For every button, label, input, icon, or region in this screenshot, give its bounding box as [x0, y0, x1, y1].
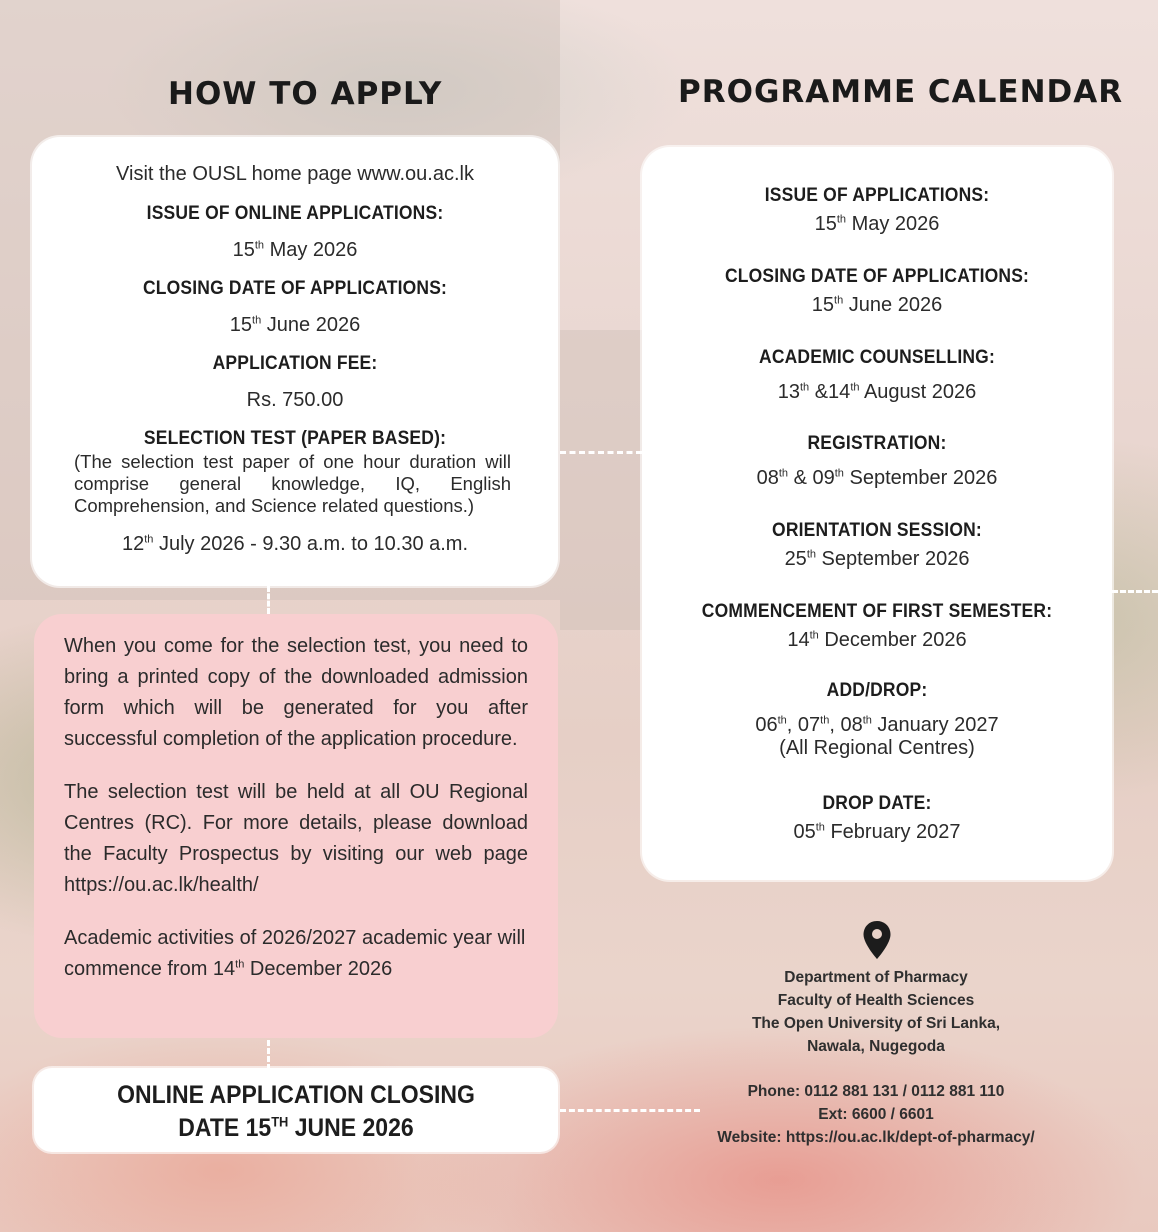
connector-line [1112, 590, 1158, 593]
calendar-item-label: ISSUE OF APPLICATIONS: [764, 185, 990, 206]
how-to-apply-card [32, 137, 558, 586]
info-paragraph: The selection test will be held at all OU Regional Centres (RC). For more details, please download the Faculty Prospectus by visiting our web page https://ou.ac.lk/health/ [64, 781, 528, 896]
issue-online-value: 15th May 2026 [232, 239, 358, 261]
calendar-item [642, 793, 1112, 844]
calendar-item-label: CLOSING DATE OF APPLICATIONS: [724, 266, 1030, 287]
selection-test-note: (The selection test paper of one hour duration will comprise general knowledge, IQ, English Comprehension, and Science related questions.) [74, 451, 511, 516]
calendar-item [642, 680, 1112, 760]
calendar-item-note: (All Regional Centres) [779, 737, 975, 759]
contact-block [660, 966, 1092, 1149]
selection-test-info-card [34, 614, 558, 1038]
how-to-apply-heading: HOW TO APPLY [168, 76, 443, 112]
calendar-item-date: 15th May 2026 [814, 213, 940, 235]
connector-line [267, 586, 270, 614]
closing-date-label: CLOSING DATE OF APPLICATIONS: [142, 278, 448, 299]
calendar-item-date: 13th &14th August 2026 [777, 381, 977, 403]
calendar-item-label: COMMENCEMENT OF FIRST SEMESTER: [701, 601, 1053, 622]
calendar-item-label: DROP DATE: [822, 793, 932, 814]
calendar-item-label: ADD/DROP: [826, 680, 928, 701]
selection-test-date: 12th July 2026 - 9.30 a.m. to 10.30 a.m. [121, 533, 469, 555]
closing-date-value: 15th June 2026 [229, 314, 361, 336]
calendar-item-date: 08th & 09th September 2026 [756, 467, 998, 489]
calendar-item-label: ORIENTATION SESSION: [772, 520, 982, 541]
calendar-item-date: 14th December 2026 [787, 629, 967, 651]
contact-website[interactable]: Website: https://ou.ac.lk/dept-of-pharmacy/ [717, 1129, 1035, 1146]
calendar-item-date: 25th September 2026 [784, 548, 970, 570]
closing-banner-line: ONLINE APPLICATION CLOSING [117, 1081, 475, 1109]
issue-online-label: ISSUE OF ONLINE APPLICATIONS: [146, 203, 444, 224]
programme-calendar-heading: PROGRAMME CALENDAR [678, 74, 1124, 110]
calendar-item [642, 347, 1112, 404]
calendar-item [642, 601, 1112, 652]
contact-university: The Open University of Sri Lanka, [751, 1015, 1001, 1032]
calendar-item-label: ACADEMIC COUNSELLING: [759, 347, 995, 368]
calendar-item-label: REGISTRATION: [807, 433, 947, 454]
calendar-item [642, 266, 1112, 317]
application-fee-label: APPLICATION FEE: [212, 353, 378, 374]
calendar-item [642, 520, 1112, 571]
calendar-item-date: 15th June 2026 [811, 294, 943, 316]
info-paragraph: When you come for the selection test, you need to bring a printed copy of the downloaded admission form which will be generated for you after successful completion of the application procedure. [64, 635, 528, 750]
contact-ext: Ext: 6600 / 6601 [818, 1106, 934, 1123]
contact-phone: Phone: 0112 881 131 / 0112 881 110 [747, 1083, 1005, 1100]
connector-line [267, 1040, 270, 1070]
calendar-item [642, 433, 1112, 490]
info-paragraph: Academic activities of 2026/2027 academic year will commence from 14th December 2026 [64, 927, 526, 980]
closing-date-banner [34, 1068, 558, 1152]
calendar-item-date: 05th February 2027 [793, 821, 961, 843]
contact-address: Nawala, Nugegoda [807, 1038, 945, 1055]
application-fee-value: Rs. 750.00 [246, 389, 344, 411]
location-pin-icon [862, 920, 892, 960]
calendar-item-date: 06th, 07th, 08th January 2027 [755, 714, 999, 736]
calendar-item [642, 185, 1112, 236]
contact-dept: Department of Pharmacy [784, 969, 968, 986]
programme-calendar-card [642, 147, 1112, 880]
visit-text: Visit the OUSL home page www.ou.ac.lk [116, 163, 474, 185]
selection-test-label: SELECTION TEST (PAPER BASED): [143, 428, 447, 449]
contact-faculty: Faculty of Health Sciences [777, 992, 975, 1009]
connector-line [560, 451, 642, 454]
closing-banner-line: DATE 15TH JUNE 2026 [178, 1113, 414, 1142]
